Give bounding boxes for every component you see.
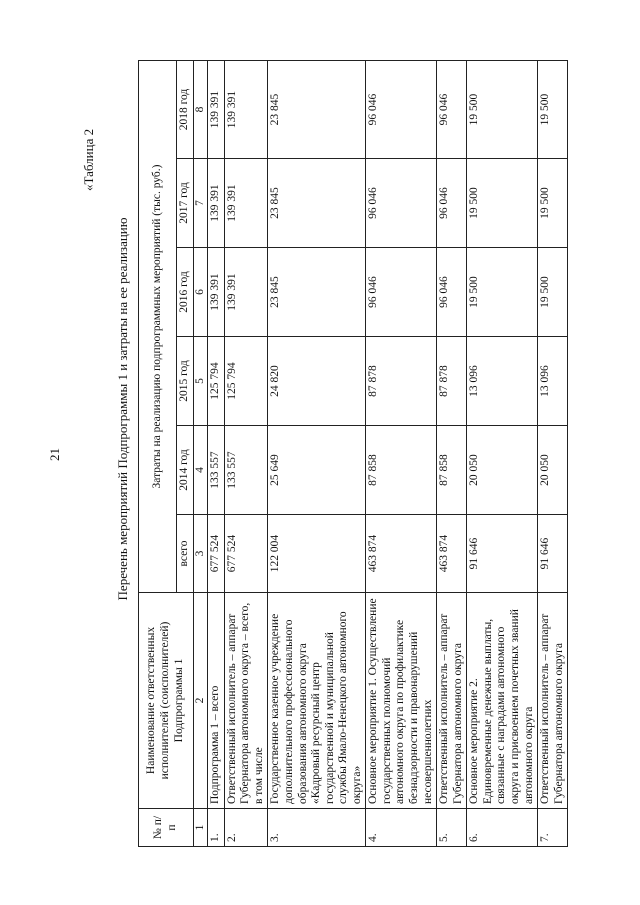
value-2018: 19 500 — [538, 61, 568, 159]
table-row — [268, 61, 366, 847]
column-number-row — [193, 61, 208, 847]
row-name: Основное мероприятие 2. Единовременные денежные выплаты, связанные с наградами автономного округа и присвоением почетных званий автономного округа — [467, 593, 538, 809]
header-year: 2015 год — [177, 337, 194, 426]
table-row — [467, 61, 538, 847]
row-number: 5. — [437, 809, 467, 847]
header-year: 2018 год — [177, 61, 194, 159]
value-2016: 96 046 — [437, 248, 467, 337]
value-2016: 19 500 — [538, 248, 568, 337]
value-2017: 19 500 — [538, 159, 568, 248]
value-2014: 87 858 — [437, 426, 467, 515]
row-number: 4. — [366, 809, 437, 847]
value-2015: 87 878 — [366, 337, 437, 426]
costs-table — [138, 60, 568, 847]
value-2018: 96 046 — [437, 61, 467, 159]
row-number: 1. — [208, 809, 225, 847]
value-2015: 13 096 — [467, 337, 538, 426]
table-row — [538, 61, 568, 847]
value-2018: 19 500 — [467, 61, 538, 159]
header-total: всего — [177, 515, 194, 593]
row-name: Основное мероприятие 1. Осуществление государственных полномочий автономного округа по профилактике безнадзорности и правонарушений несовершеннолетних — [366, 593, 437, 809]
value-2017: 139 391 — [224, 159, 268, 248]
row-name: Ответственный исполнитель – аппарат Губернатора автономного округа — [538, 593, 568, 809]
table-row — [224, 61, 268, 847]
table-row — [208, 61, 225, 847]
value-2018: 139 391 — [224, 61, 268, 159]
row-number: 3. — [268, 809, 366, 847]
value-2016: 23 845 — [268, 248, 366, 337]
value-total: 463 874 — [366, 515, 437, 593]
column-number: 8 — [193, 61, 208, 159]
row-name: Подпрограмма 1 – всего — [208, 593, 225, 809]
row-number: 7. — [538, 809, 568, 847]
header-row-1 — [139, 61, 177, 847]
value-2015: 24 820 — [268, 337, 366, 426]
value-2015: 13 096 — [538, 337, 568, 426]
value-2017: 19 500 — [467, 159, 538, 248]
header-number: № п/п — [139, 809, 194, 847]
column-number: 1 — [193, 809, 208, 847]
value-2014: 133 557 — [208, 426, 225, 515]
value-2016: 139 391 — [224, 248, 268, 337]
column-number: 7 — [193, 159, 208, 248]
table-label: «Таблица 2 — [81, 128, 96, 191]
value-total: 677 524 — [224, 515, 268, 593]
value-2017: 23 845 — [268, 159, 366, 248]
column-number: 2 — [193, 593, 208, 809]
column-number: 5 — [193, 337, 208, 426]
value-2014: 20 050 — [467, 426, 538, 515]
value-2014: 20 050 — [538, 426, 568, 515]
value-total: 463 874 — [437, 515, 467, 593]
table-row — [437, 61, 467, 847]
column-number: 3 — [193, 515, 208, 593]
value-2016: 96 046 — [366, 248, 437, 337]
value-total: 677 524 — [208, 515, 225, 593]
value-2018: 139 391 — [208, 61, 225, 159]
value-2015: 125 794 — [224, 337, 268, 426]
page-number: 21 — [47, 448, 62, 461]
document-title: Перечень мероприятий Подпрограммы 1 и затраты на ее реализацию — [115, 217, 130, 601]
value-2015: 87 878 — [437, 337, 467, 426]
row-name: Государственное казенное учреждение дополнительного профессионального образования автономного округа «Кадровый ресурсный центр государственной и муниципальной службы Ямало-Ненецкого автономного округа» — [268, 593, 366, 809]
value-2016: 139 391 — [208, 248, 225, 337]
row-name: Ответственный исполнитель – аппарат Губернатора автономного округа – всего, в том числе — [224, 593, 268, 809]
value-2014: 133 557 — [224, 426, 268, 515]
header-year: 2016 год — [177, 248, 194, 337]
header-name: Наименование ответственных исполнителей (соисполнителей) Подпрограммы 1 — [139, 593, 194, 809]
header-costs: Затраты на реализацию подпрограммных мероприятий (тыс. руб.) — [139, 61, 177, 593]
table-row — [366, 61, 437, 847]
value-2018: 96 046 — [366, 61, 437, 159]
value-total: 91 646 — [467, 515, 538, 593]
value-2017: 96 046 — [366, 159, 437, 248]
value-2017: 139 391 — [208, 159, 225, 248]
header-year: 2014 год — [177, 426, 194, 515]
row-name: Ответственный исполнитель – аппарат Губернатора автономного округа — [437, 593, 467, 809]
value-2017: 96 046 — [437, 159, 467, 248]
row-number: 2. — [224, 809, 268, 847]
value-total: 122 004 — [268, 515, 366, 593]
column-number: 4 — [193, 426, 208, 515]
value-2014: 25 649 — [268, 426, 366, 515]
row-number: 6. — [467, 809, 538, 847]
value-2014: 87 858 — [366, 426, 437, 515]
value-2015: 125 794 — [208, 337, 225, 426]
value-2018: 23 845 — [268, 61, 366, 159]
header-year: 2017 год — [177, 159, 194, 248]
column-number: 6 — [193, 248, 208, 337]
value-2016: 19 500 — [467, 248, 538, 337]
value-total: 91 646 — [538, 515, 568, 593]
